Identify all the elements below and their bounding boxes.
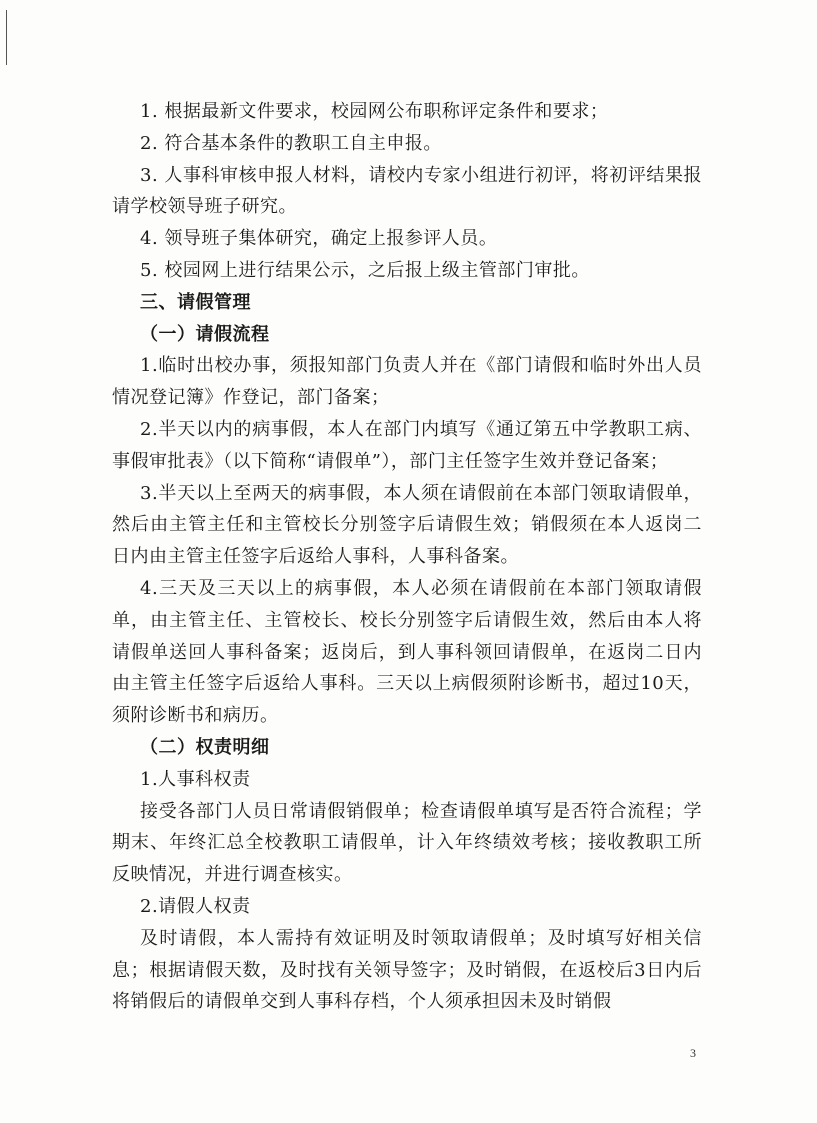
paragraph: 1.临时出校办事，须报知部门负责人并在《部门请假和临时外出人员情况登记簿》作登记，部门备案； [112,355,702,409]
paragraph: 2.半天以内的病事假，本人在部门内填写《通辽第五中学教职工病、事假审批表》（以下简称“请假单”），部门主任签字生效并登记备案； [112,418,702,472]
paragraph: 接受各部门人员日常请假销假单；检查请假单填写是否符合流程；学期末、年终汇总全校教职工请假单，计入年终绩效考核；接收教职工所反映情况，并进行调查核实。 [112,800,702,886]
page-number: 3 [690,1046,696,1060]
paragraph: 3.半天以上至两天的病事假，本人须在请假前在本部门领取请假单，然后由主管主任和主管校长分别签字后请假生效；销假须在本人返岗二日内由主管主任签字后返给人事科，人事科备案。 [112,482,702,568]
paragraph: 1. 根据最新文件要求，校园网公布职称评定条件和要求； [140,101,609,122]
paragraph: 4. 领导班子集体研究，确定上报参评人员。 [140,228,498,250]
page-edge-line [6,10,7,65]
paragraph: 2. 符合基本条件的教职工自主申报。 [140,132,442,154]
paragraph: 2.请假人权责 [140,895,251,917]
paragraph: 4.三天及三天以上的病事假，本人必须在请假前在本部门领取请假单，由主管主任、主管校长、校长分别签字后请假生效，然后由本人将请假单送回人事科备案；返岗后，到人事科领回请假单，在返岗二日内由主管主任签字后返给人事科。三天以上病假须附诊断书，超过10天，须附诊断书和病历。 [112,577,702,727]
subsection-heading-responsibilities: （二）权责明细 [140,736,270,758]
paragraph: 1.人事科权责 [140,768,251,790]
section-heading-leave-management: 三、请假管理 [140,291,251,313]
document-body [112,96,702,1018]
paragraph: 及时请假，本人需持有效证明及时领取请假单；及时填写好相关信息；根据请假天数，及时找有关领导签字；及时销假，在返校后3日内后将销假后的请假单交到人事科存档，个人须承担因未及时销假 [112,927,702,1013]
paragraph: 5. 校园网上进行结果公示，之后报上级主管部门审批。 [140,259,590,281]
subsection-heading-leave-process: （一）请假流程 [140,323,270,345]
paragraph: 3. 人事科审核申报人材料，请校内专家小组进行初评，将初评结果报请学校领导班子研究。 [112,164,702,218]
